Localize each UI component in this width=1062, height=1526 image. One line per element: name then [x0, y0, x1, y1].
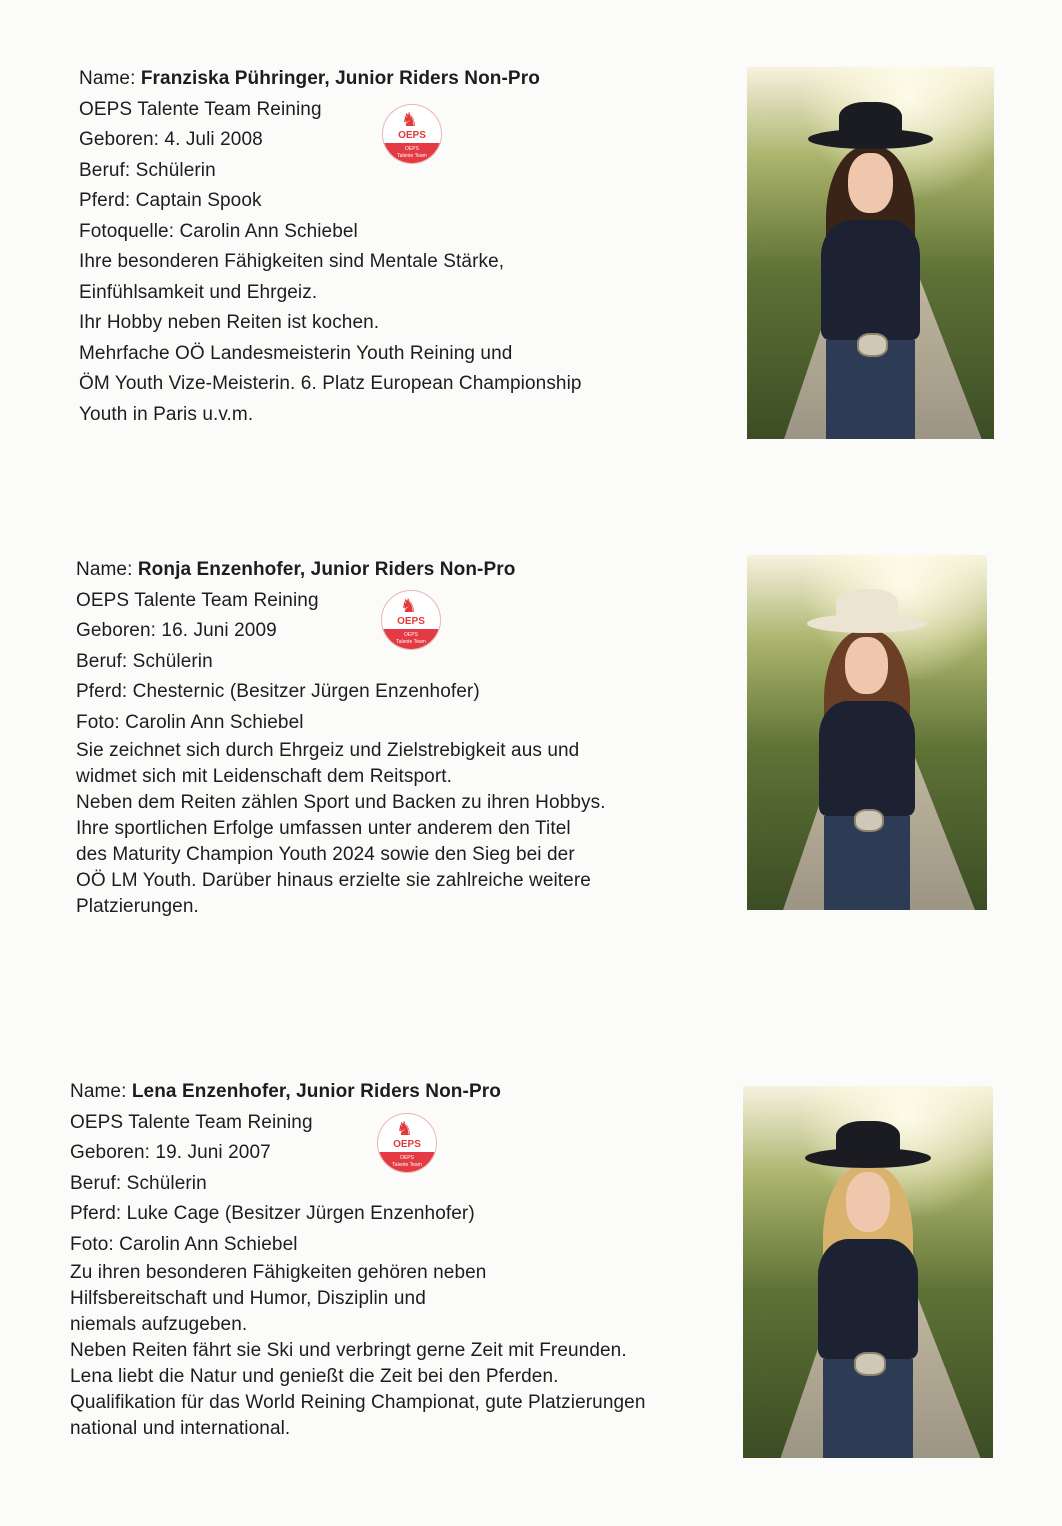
person-silhouette	[798, 1138, 938, 1458]
oeps-logo: ♞ OEPS OEPS Talente Team	[377, 1113, 437, 1173]
bio-line: Sie zeichnet sich durch Ehrgeiz und Zielstrebigkeit aus und	[76, 740, 580, 761]
bio-line: ÖM Youth Vize-Meisterin. 6. Platz European Championship	[79, 373, 582, 394]
bio-line: Youth in Paris u.v.m.	[79, 403, 254, 425]
rider-photo	[747, 67, 994, 439]
name-label: Name:	[79, 68, 141, 89]
name-label: Name:	[76, 559, 138, 580]
name-label: Name:	[70, 1081, 132, 1102]
oeps-logo: ♞ OEPS OEPS Talente Team	[381, 590, 441, 650]
bio-line: Lena liebt die Natur und genießt die Zeit bei den Pferden.	[70, 1366, 559, 1387]
horse-line: Pferd: Chesternic (Besitzer Jürgen Enzenhofer)	[76, 681, 480, 702]
bio-line: Qualifikation für das World Reining Championat, gute Platzierungen	[70, 1392, 646, 1413]
team-line: OEPS Talente Team Reining	[70, 1111, 313, 1133]
bio-line: niemals aufzugeben.	[70, 1314, 248, 1335]
bio-line: Hilfsbereitschaft und Humor, Disziplin und	[70, 1288, 426, 1309]
rider-name: Lena Enzenhofer, Junior Riders Non-Pro	[131, 1081, 501, 1102]
oeps-logo: ♞ OEPS OEPS Talente Team	[382, 104, 442, 164]
team-line: OEPS Talente Team Reining	[76, 589, 319, 611]
name-line	[79, 64, 582, 95]
job-line: Beruf: Schülerin	[70, 1172, 207, 1194]
horse-line: Pferd: Captain Spook	[79, 190, 262, 211]
rider-name: Ronja Enzenhofer, Junior Riders Non-Pro	[137, 559, 516, 580]
job-line: Beruf: Schülerin	[76, 650, 213, 672]
horse-head-icon: ♞	[396, 1119, 414, 1140]
bio-line: Neben dem Reiten zählen Sport und Backen zu ihren Hobbys.	[76, 792, 606, 813]
bio-line: widmet sich mit Leidenschaft dem Reitsport.	[76, 766, 453, 787]
profile-text	[76, 555, 606, 920]
birth-line: Geboren: 16. Juni 2009	[76, 620, 277, 641]
bio-line: Ihr Hobby neben Reiten ist kochen.	[79, 312, 380, 333]
photo-credit-line: Foto: Carolin Ann Schiebel	[70, 1233, 298, 1255]
person-silhouette	[801, 119, 939, 439]
horse-head-icon: ♞	[401, 110, 419, 131]
profile-text	[70, 1077, 646, 1442]
bio-line: Zu ihren besonderen Fähigkeiten gehören neben	[70, 1262, 487, 1283]
job-line: Beruf: Schülerin	[79, 159, 216, 181]
bio-line: des Maturity Champion Youth 2024 sowie den Sieg bei der	[76, 844, 575, 865]
name-line	[76, 555, 606, 586]
bio-line: Ihre besonderen Fähigkeiten sind Mentale Stärke,	[79, 251, 505, 272]
horse-head-icon: ♞	[400, 596, 418, 617]
birth-line: Geboren: 4. Juli 2008	[79, 129, 263, 150]
bio-line: Einfühlsamkeit und Ehrgeiz.	[79, 281, 318, 303]
photo-credit-line: Foto: Carolin Ann Schiebel	[76, 711, 304, 733]
bio-line: Mehrfache OÖ Landesmeisterin Youth Reining und	[79, 342, 513, 364]
horse-line: Pferd: Luke Cage (Besitzer Jürgen Enzenhofer)	[70, 1203, 475, 1224]
rider-photo	[743, 1086, 993, 1458]
bio-line: Platzierungen.	[76, 896, 199, 917]
birth-line: Geboren: 19. Juni 2007	[70, 1142, 271, 1163]
photo-credit-line: Fotoquelle: Carolin Ann Schiebel	[79, 220, 358, 242]
bio-line: Ihre sportlichen Erfolge umfassen unter anderem den Titel	[76, 818, 571, 839]
bio-line: national und international.	[70, 1418, 291, 1439]
profile-text	[79, 64, 582, 430]
rider-name: Franziska Pühringer, Junior Riders Non-Pro	[140, 68, 540, 89]
team-line: OEPS Talente Team Reining	[79, 98, 322, 120]
rider-photo	[747, 555, 987, 910]
bio-line: OÖ LM Youth. Darüber hinaus erzielte sie zahlreiche weitere	[76, 870, 591, 891]
person-silhouette	[800, 605, 934, 910]
bio-line: Neben Reiten fährt sie Ski und verbringt gerne Zeit mit Freunden.	[70, 1340, 627, 1361]
name-line	[70, 1077, 646, 1108]
